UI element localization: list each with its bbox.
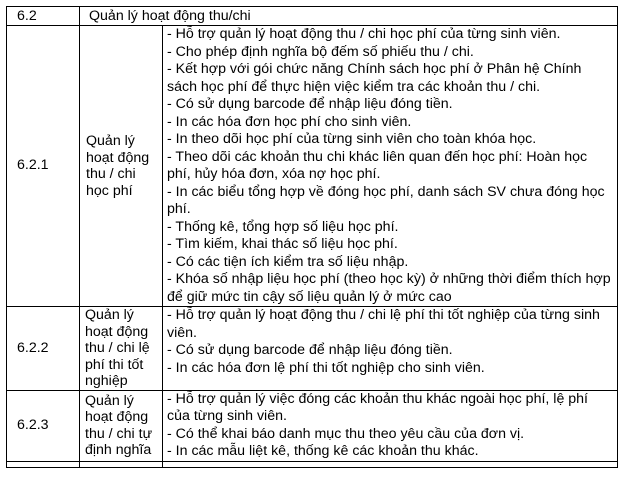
description-item: - Tìm kiếm, khai thác số liệu học phí. <box>167 236 398 252</box>
description-item: - Cho phép định nghĩa bộ đếm số phiếu thu / chi. <box>167 43 474 60</box>
description-item: - In theo dõi học phí của từng sinh viên cho toàn khóa học. <box>167 131 537 147</box>
description-item: - Hỗ trợ quản lý hoạt động thu / chi lệ phí thi tốt nghiệp của từng sinh viên. <box>167 307 600 341</box>
description-item: - Có các tiện ích kiểm tra số liệu nhập. <box>167 253 409 270</box>
row-function-name: Quản lý hoạt động thu / chi học phí <box>80 26 163 307</box>
row-code: 6.2.3 <box>7 390 80 461</box>
section-title: Quản lý hoạt động thu/chi <box>80 7 618 26</box>
description-item: - Khóa số nhập liệu học phí (theo học kỳ) ở những thời điểm thích hợp để giữ mức tin cậy số liệu quản lý ở mức cao <box>167 271 611 305</box>
description-item: - Kết hợp với gói chức năng Chính sách học phí ở Phân hệ Chính sách học phí để thực hiện việc kiểm tra các khoản thu / chi. <box>167 61 582 95</box>
description-item: - Có sử dụng barcode để nhập liệu đóng tiền. <box>167 342 453 358</box>
cut-off-cell <box>80 461 163 467</box>
row-description <box>163 307 618 391</box>
section-header-row <box>7 7 618 26</box>
description-item: - In các hóa đơn lệ phí thi tốt nghiệp cho sinh viên. <box>167 359 485 376</box>
description-item: - Có thể khai báo danh mục thu theo yêu cầu của đơn vị. <box>167 425 525 442</box>
description-item: - Thống kê, tổng hợp số liệu học phí. <box>167 218 399 235</box>
table-row-cut-off <box>7 461 618 467</box>
description-item: - Hỗ trợ quản lý hoạt động thu / chi học phí của từng sinh viên. <box>167 26 561 42</box>
requirements-table <box>6 6 618 468</box>
table-row <box>7 26 618 307</box>
cut-off-cell <box>163 461 618 467</box>
row-function-name: Quản lý hoạt động thu / chi lệ phí thi tốt nghiệp <box>80 307 163 391</box>
row-description <box>163 26 618 307</box>
description-item: - Hỗ trợ quản lý việc đóng các khoản thu khác ngoài học phí, lệ phí của từng sinh viên. <box>167 390 588 424</box>
row-function-name: Quản lý hoạt động thu / chi tự định nghĩa <box>80 390 163 461</box>
description-item: - In các mẫu liệt kê, thống kê các khoản thu khác. <box>167 443 479 459</box>
row-code: 6.2.2 <box>7 307 80 391</box>
description-item: - Theo dõi các khoản thu chi khác liên quan đến học phí: Hoàn học phí, hủy hóa đơn, xóa nợ học phí. <box>167 148 588 182</box>
table-row <box>7 390 618 461</box>
cut-off-cell <box>7 461 80 467</box>
description-item: - In các biểu tổng hợp về đóng học phí, danh sách SV chưa đóng học phí. <box>167 183 605 217</box>
table-row <box>7 307 618 391</box>
row-description <box>163 390 618 461</box>
description-item: - Có sử dụng barcode để nhập liệu đóng tiền. <box>167 96 453 112</box>
row-code: 6.2.1 <box>7 26 80 307</box>
section-code: 6.2 <box>7 7 80 26</box>
description-item: - In các hóa đơn học phí cho sinh viên. <box>167 113 412 130</box>
